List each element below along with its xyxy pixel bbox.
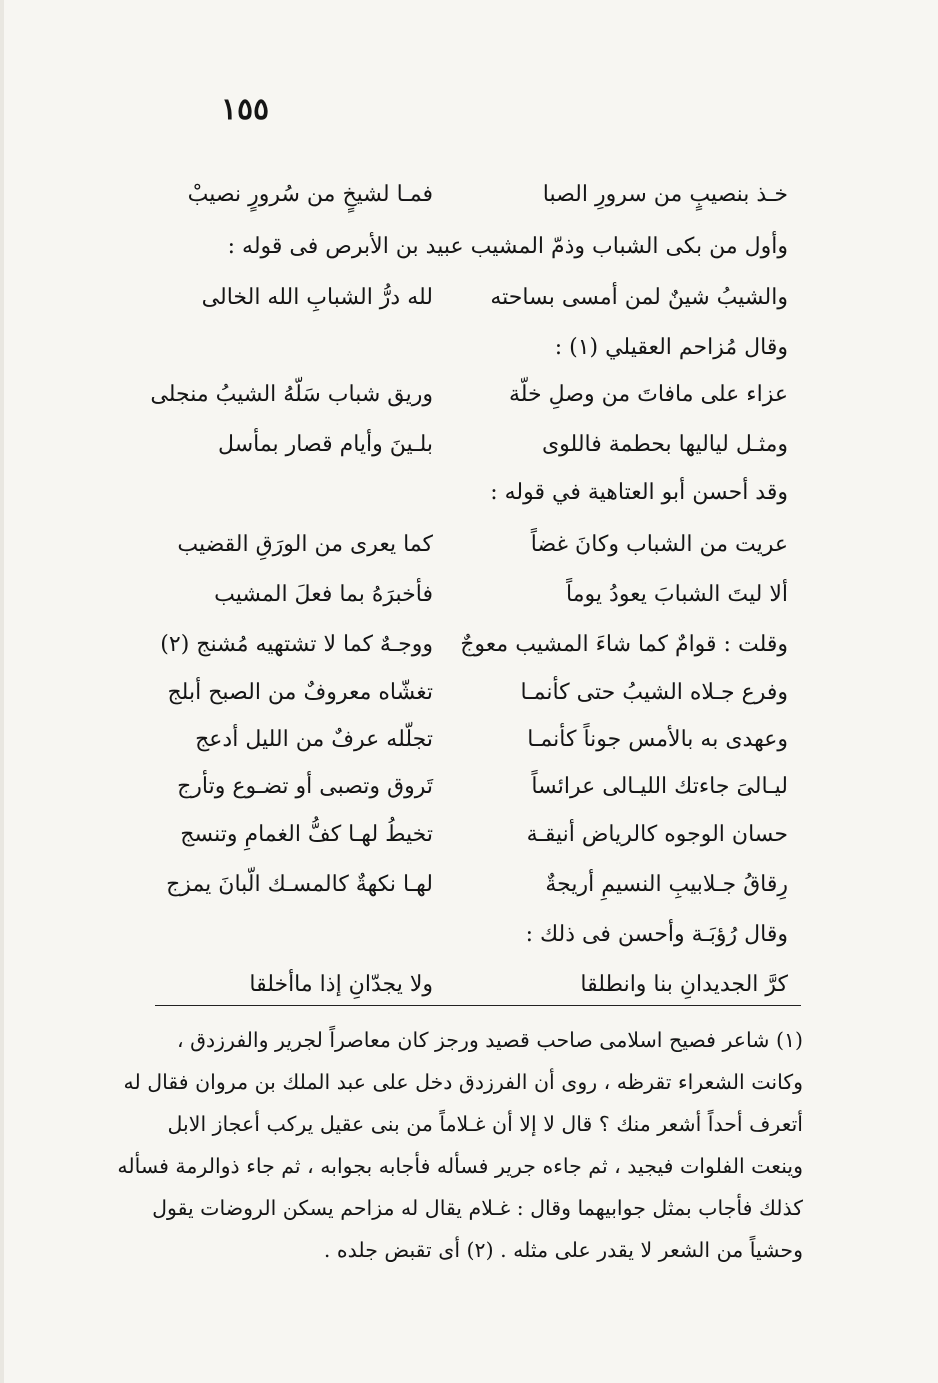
- footnote-line: وحشياً من الشعر لا يقدر على مثله . (٢) أى تقبض جلده .: [323, 1238, 803, 1262]
- verse-first-hemistich: ألا ليتَ الشبابَ يعودُ يوماً: [566, 582, 788, 607]
- prose-line: وقد أحسن أبو العتاهية في قوله :: [490, 480, 788, 505]
- prose-line: وقال مُزاحم العقيلي (١) :: [554, 335, 788, 360]
- verse-second-hemistich: لله درُّ الشبابِ الله الخالى: [201, 285, 433, 310]
- verse-first-hemistich: حسان الوجوه كالرياض أنيقـة: [526, 822, 788, 847]
- verse-second-hemistich: تجلّله عرفٌ من الليل أدعج: [195, 727, 433, 752]
- prose-line: وأول من بكى الشباب وذمّ المشيب عبيد بن الأبرص فى قوله :: [227, 234, 788, 259]
- verse-second-hemistich: تَروق وتصبى أو تضـوع وتأرج: [177, 774, 433, 799]
- verse-second-hemistich: تخيطُ لهـا كفُّ الغمامِ وتنسج: [180, 822, 433, 847]
- verse-second-hemistich: فمـا لشيخٍ من سُرورٍ نصيبْ: [187, 182, 433, 207]
- page-number: ١٥٥: [220, 92, 270, 127]
- page-edge: [0, 0, 4, 1383]
- verse-first-hemistich: كرَّ الجديدانِ بنا وانطلقا: [580, 972, 788, 997]
- verse-first-hemistich: وقلت : قوامٌ كما شاءَ المشيب معوجٌ: [460, 632, 788, 657]
- verse-first-hemistich: عريت من الشباب وكانَ غضاً: [530, 532, 788, 557]
- footnote-line: كذلك فأجاب بمثل جوابيهما وقال : غـلام يقال له مزاحم يسكن الروضات يقول: [152, 1196, 803, 1220]
- verse-first-hemistich: وعهدى به بالأمس جوناً كأنمـا: [527, 727, 788, 752]
- verse-first-hemistich: وفرع جـلاه الشيبُ حتى كأنمـا: [520, 680, 788, 705]
- verse-second-hemistich: كما يعرى من الورَقِ القضيب: [177, 532, 433, 557]
- verse-second-hemistich: فأخبرَهُ بما فعلَ المشيب: [214, 582, 433, 607]
- footnote-separator: [155, 1005, 801, 1006]
- verse-second-hemistich: ولا يجدّانِ إذا ماأخلقا: [249, 972, 433, 997]
- footnote-line: (١) شاعر فصيح اسلامى صاحب قصيد ورجز كان معاصراً لجرير والفرزدق ،: [176, 1028, 803, 1052]
- verse-first-hemistich: والشيبُ شينٌ لمن أمسى بساحته: [490, 285, 788, 310]
- footnote-line: أتعرف أحداً أشعر منك ؟ قال لا إلا أن غـلاماً من بنى عقيل يركب أعجاز الابل: [167, 1112, 803, 1136]
- verse-second-hemistich: وريق شباب سَلّهُ الشيبُ منجلى: [150, 382, 433, 407]
- verse-first-hemistich: ومثـل لياليها بحطمة فاللوى: [541, 432, 788, 457]
- prose-line: وقال رُؤبَـة وأحسن فى ذلك :: [525, 922, 788, 947]
- verse-second-hemistich: لهـا نكهةٌ كالمسـك الّبانَ يمزج: [166, 872, 433, 897]
- verse-first-hemistich: عزاء على مافاتَ من وصلِ خلّة: [508, 382, 788, 407]
- verse-second-hemistich: تغشّاه معروفٌ من الصبح أبلج: [167, 680, 433, 705]
- footnote-line: وينعت الفلوات فيجيد ، ثم جاءه جرير فسأله فأجابه بجوابه ، ثم جاء ذوالرمة فسأله: [117, 1154, 803, 1178]
- verse-second-hemistich: ووجـهٌ كما لا تشتهيه مُشنج (٢): [160, 632, 433, 657]
- verse-first-hemistich: رِقاقُ جـلابيبِ النسيمِ أريجةٌ: [545, 872, 788, 897]
- verse-first-hemistich: خـذ بنصيبٍ من سرورِ الصبا: [542, 182, 788, 207]
- footnote-line: وكانت الشعراء تقرظه ، روى أن الفرزدق دخل على عبد الملك بن مروان فقال له: [123, 1070, 803, 1094]
- verse-first-hemistich: ليـالىَ جاءتك الليـالى عرائساً: [531, 774, 788, 799]
- verse-second-hemistich: بلـينَ وأيام قصار بمأسل: [218, 432, 433, 457]
